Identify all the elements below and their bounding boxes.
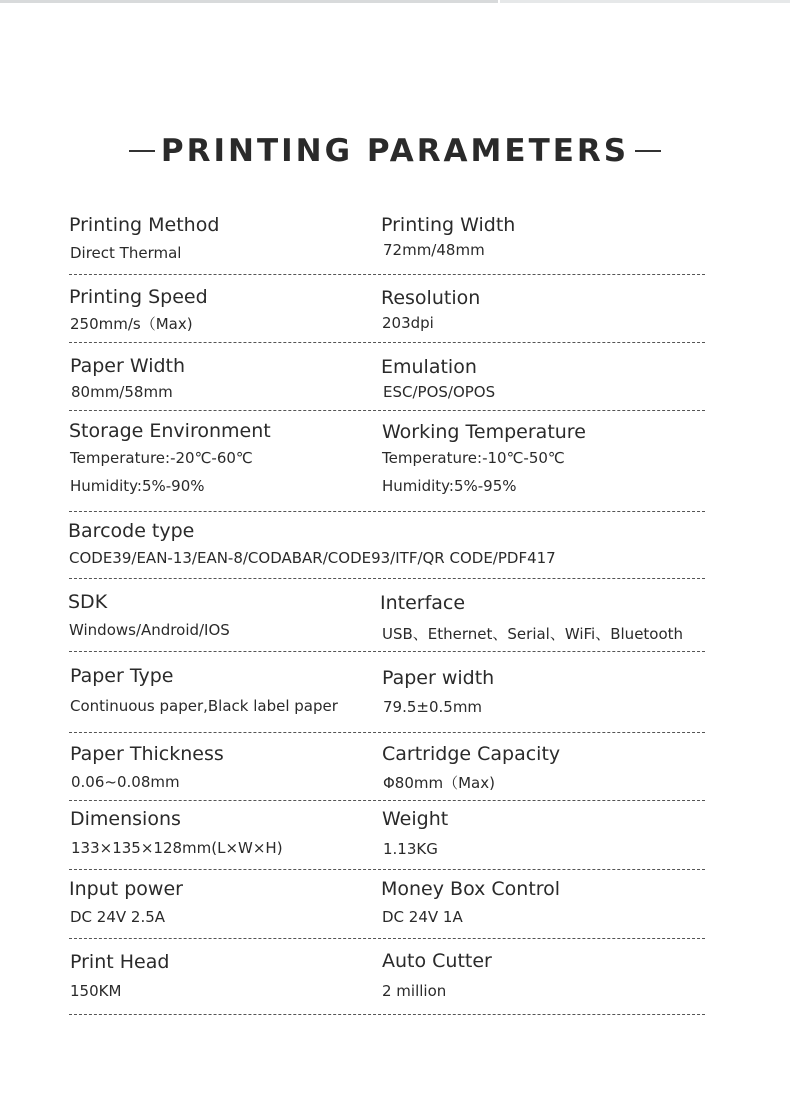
row-divider bbox=[69, 511, 705, 512]
spec-value: 133×135×128mm(L×W×H) bbox=[71, 839, 283, 857]
spec-value: CODE39/EAN-13/EAN-8/CODABAR/CODE93/ITF/QR CODE/PDF417 bbox=[69, 549, 556, 567]
spec-value: 79.5±0.5mm bbox=[383, 698, 483, 716]
row-divider bbox=[69, 869, 705, 870]
spec-label: Paper width bbox=[382, 667, 495, 689]
spec-value: Windows/Android/IOS bbox=[69, 621, 230, 639]
row-divider bbox=[69, 938, 705, 939]
title-dash-right bbox=[635, 150, 661, 152]
top-strip bbox=[0, 0, 790, 4]
spec-value: ESC/POS/OPOS bbox=[383, 383, 496, 401]
spec-label: Dimensions bbox=[70, 808, 181, 830]
row-divider bbox=[69, 342, 705, 343]
spec-label: Working Temperature bbox=[382, 421, 586, 443]
spec-value: Continuous paper,Black label paper bbox=[70, 697, 338, 715]
spec-value-secondary: Humidity:5%-95% bbox=[382, 477, 517, 495]
row-divider bbox=[69, 1014, 705, 1015]
spec-value: 80mm/58mm bbox=[71, 383, 173, 401]
page-title: PRINTING PARAMETERS bbox=[160, 133, 630, 169]
row-divider bbox=[69, 410, 705, 411]
title-dash-left bbox=[129, 150, 155, 152]
row-divider bbox=[69, 800, 705, 801]
spec-label: Paper Width bbox=[70, 355, 186, 377]
top-strip-left bbox=[0, 0, 498, 3]
spec-label: Money Box Control bbox=[381, 878, 561, 900]
row-divider bbox=[69, 578, 705, 579]
spec-value-secondary: Humidity:5%-90% bbox=[70, 477, 205, 495]
spec-label: Emulation bbox=[381, 356, 477, 378]
spec-value: Direct Thermal bbox=[70, 244, 182, 262]
spec-label: Input power bbox=[69, 878, 183, 900]
spec-value: 250mm/s（Max) bbox=[70, 315, 193, 333]
spec-label: Storage Environment bbox=[69, 420, 271, 442]
spec-value: DC 24V 2.5A bbox=[70, 908, 166, 926]
spec-value: 203dpi bbox=[382, 314, 434, 332]
section-header bbox=[0, 128, 790, 174]
spec-label: Resolution bbox=[381, 287, 481, 309]
spec-label: Printing Method bbox=[69, 214, 220, 236]
row-divider bbox=[69, 732, 705, 733]
spec-label: SDK bbox=[68, 591, 108, 613]
spec-value: 150KM bbox=[70, 982, 122, 1000]
spec-value: 72mm/48mm bbox=[383, 241, 485, 259]
spec-value: Temperature:-20℃-60℃ bbox=[70, 449, 253, 467]
spec-value: 2 million bbox=[382, 982, 447, 1000]
top-strip-right bbox=[500, 0, 790, 3]
spec-label: Paper Thickness bbox=[70, 743, 224, 765]
row-divider bbox=[69, 651, 705, 652]
spec-value: Φ80mm（Max) bbox=[383, 774, 495, 792]
spec-label: Printing Width bbox=[381, 214, 516, 236]
spec-label: Weight bbox=[382, 808, 449, 830]
spec-label: Barcode type bbox=[68, 520, 195, 542]
spec-value: Temperature:-10℃-50℃ bbox=[382, 449, 565, 467]
spec-value: USB、Ethernet、Serial、WiFi、Bluetooth bbox=[382, 625, 684, 643]
spec-label: Auto Cutter bbox=[382, 950, 492, 972]
spec-label: Interface bbox=[380, 592, 466, 614]
spec-label: Printing Speed bbox=[69, 286, 208, 308]
spec-label: Print Head bbox=[70, 951, 170, 973]
spec-label: Paper Type bbox=[70, 665, 174, 687]
spec-label: Cartridge Capacity bbox=[382, 743, 561, 765]
spec-value: DC 24V 1A bbox=[382, 908, 463, 926]
spec-value: 1.13KG bbox=[383, 840, 438, 858]
row-divider bbox=[69, 274, 705, 275]
spec-value: 0.06~0.08mm bbox=[71, 773, 180, 791]
